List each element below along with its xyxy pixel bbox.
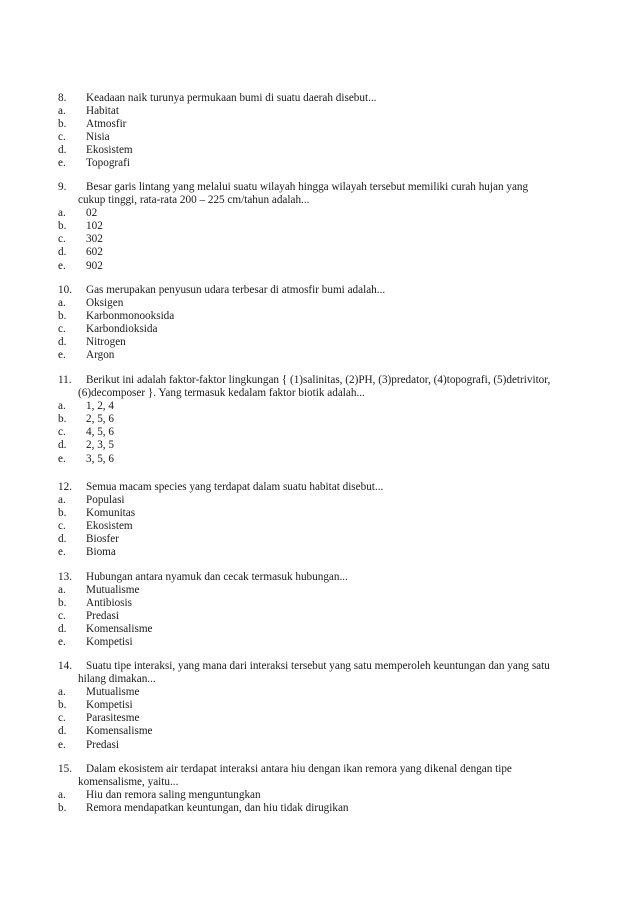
- option-letter: b.: [58, 310, 67, 323]
- option-letter: a.: [58, 494, 66, 507]
- question-stem: [58, 660, 578, 673]
- option-text: Predasi: [86, 610, 119, 623]
- option-text: Hiu dan remora saling menguntungkan: [86, 789, 261, 802]
- option-text: 2, 3, 5: [86, 439, 114, 452]
- question-stem: [58, 374, 578, 387]
- question-text: Semua macam species yang terdapat dalam suatu habitat disebut...: [86, 481, 384, 493]
- option-letter: b.: [58, 802, 67, 815]
- option-text: Oksigen: [86, 297, 124, 310]
- option-text: Antibiosis: [86, 597, 133, 610]
- option-text: Komensalisme: [86, 623, 153, 636]
- question-number: 10.: [58, 284, 72, 296]
- option-letter: a.: [58, 105, 66, 118]
- option-letter: c.: [58, 520, 66, 533]
- option-letter: e.: [58, 636, 66, 649]
- answer-option: [58, 597, 578, 610]
- answer-option: [58, 636, 578, 649]
- question-15: [58, 763, 578, 815]
- question-text-continued: (6)decomposer }. Yang termasuk kedalam faktor biotik adalah...: [78, 387, 365, 400]
- question-number: 14.: [58, 660, 72, 672]
- question-number: 9.: [58, 181, 67, 193]
- option-text: Topografi: [86, 157, 130, 170]
- question-text: Suatu tipe interaksi, yang mana dari interaksi tersebut yang satu memperoleh keuntungan dan yang satu: [86, 660, 550, 672]
- answer-option: [58, 802, 578, 815]
- question-stem: [58, 763, 578, 776]
- answer-option: [58, 507, 578, 520]
- question-text-continued: cukup tinggi, rata-rata 200 – 225 cm/tahun adalah...: [78, 194, 310, 207]
- option-text: Komunitas: [86, 507, 136, 520]
- answer-option: [58, 533, 578, 546]
- question-number: 12.: [58, 481, 72, 493]
- option-text: 902: [86, 259, 103, 272]
- option-letter: a.: [58, 207, 66, 220]
- question-stem: [58, 284, 578, 297]
- answer-option: [58, 623, 578, 636]
- option-letter: b.: [58, 220, 67, 233]
- option-text: Ekosistem: [86, 144, 133, 157]
- answer-option: [58, 323, 578, 336]
- question-stem: [58, 92, 578, 105]
- option-text: Atmosfir: [86, 118, 127, 131]
- question-text: Gas merupakan penyusun udara terbesar di atmosfir bumi adalah...: [86, 284, 386, 296]
- option-letter: d.: [58, 623, 67, 636]
- option-letter: d.: [58, 533, 67, 546]
- answer-option: [58, 118, 578, 131]
- option-text: 2, 5, 6: [86, 413, 114, 426]
- answer-option: [58, 453, 578, 466]
- question-text: Keadaan naik turunya permukaan bumi di suatu daerah disebut...: [86, 92, 377, 104]
- answer-option: [58, 725, 578, 738]
- option-letter: b.: [58, 507, 67, 520]
- option-letter: d.: [58, 725, 67, 738]
- option-text: Nitrogen: [86, 336, 126, 349]
- option-text: Predasi: [86, 738, 119, 751]
- option-letter: c.: [58, 712, 66, 725]
- option-letter: e.: [58, 546, 66, 559]
- question-12: [58, 481, 578, 560]
- answer-option: [58, 246, 578, 259]
- answer-option: [58, 789, 578, 802]
- question-number: 13.: [58, 571, 72, 583]
- answer-option: [58, 144, 578, 157]
- option-text: Remora mendapatkan keuntungan, dan hiu tidak dirugikan: [86, 802, 349, 815]
- option-letter: a.: [58, 584, 66, 597]
- question-8: [58, 92, 578, 171]
- answer-option: [58, 610, 578, 623]
- answer-option: [58, 131, 578, 144]
- answer-option: [58, 260, 578, 273]
- question-text-continued: komensalisme, yaitu...: [78, 776, 179, 789]
- option-letter: d.: [58, 439, 67, 452]
- answer-option: [58, 426, 578, 439]
- option-text: 3, 5, 6: [86, 452, 114, 465]
- option-text: Populasi: [86, 494, 125, 507]
- option-letter: b.: [58, 597, 67, 610]
- option-letter: c.: [58, 426, 66, 439]
- answer-option: [58, 233, 578, 246]
- answer-option: [58, 699, 578, 712]
- answer-option: [58, 207, 578, 220]
- option-text: 4, 5, 6: [86, 426, 114, 439]
- option-text: Nisia: [86, 131, 110, 144]
- question-text: Dalam ekosistem air terdapat interaksi antara hiu dengan ikan remora yang dikenal dengan tipe: [86, 763, 512, 775]
- option-text: 02: [86, 207, 98, 220]
- question-14: [58, 660, 578, 752]
- option-letter: a.: [58, 297, 66, 310]
- option-letter: b.: [58, 118, 67, 131]
- answer-option: [58, 157, 578, 170]
- answer-option: [58, 686, 578, 699]
- option-letter: e.: [58, 452, 66, 465]
- question-text-continued: hilang dimakan...: [78, 673, 156, 686]
- option-text: 102: [86, 220, 103, 233]
- question-number: 15.: [58, 763, 72, 775]
- option-text: Mutualisme: [86, 686, 140, 699]
- answer-option: [58, 546, 578, 559]
- option-text: Komensalisme: [86, 725, 153, 738]
- question-number: 11.: [58, 374, 72, 386]
- option-letter: d.: [58, 336, 67, 349]
- question-stem: [58, 481, 578, 494]
- question-13: [58, 571, 578, 650]
- answer-option: [58, 336, 578, 349]
- option-letter: a.: [58, 400, 66, 413]
- option-text: Kompetisi: [86, 636, 133, 649]
- option-text: Biosfer: [86, 533, 119, 546]
- answer-option: [58, 310, 578, 323]
- option-letter: a.: [58, 789, 66, 802]
- option-text: Bioma: [86, 546, 116, 559]
- option-text: 1, 2, 4: [86, 400, 114, 413]
- question-text: Hubungan antara nyamuk dan cecak termasuk hubungan...: [86, 571, 348, 583]
- option-letter: c.: [58, 233, 66, 246]
- option-letter: c.: [58, 323, 66, 336]
- question-10: [58, 284, 578, 363]
- answer-option: [58, 439, 578, 452]
- option-text: Mutualisme: [86, 584, 140, 597]
- answer-option: [58, 584, 578, 597]
- option-text: Ekosistem: [86, 520, 133, 533]
- option-letter: d.: [58, 246, 67, 259]
- option-letter: e.: [58, 349, 66, 362]
- option-text: Kompetisi: [86, 699, 133, 712]
- answer-option: [58, 105, 578, 118]
- option-letter: e.: [58, 157, 66, 170]
- answer-option: [58, 297, 578, 310]
- question-9: [58, 181, 578, 273]
- option-text: 302: [86, 233, 103, 246]
- answer-option: [58, 712, 578, 725]
- question-stem: [58, 181, 578, 194]
- option-text: Habitat: [86, 105, 119, 118]
- option-letter: e.: [58, 738, 66, 751]
- answer-option: [58, 520, 578, 533]
- question-11: [58, 374, 578, 466]
- answer-option: [58, 349, 578, 362]
- option-letter: b.: [58, 699, 67, 712]
- answer-option: [58, 413, 578, 426]
- answer-option: [58, 400, 578, 413]
- option-text: 602: [86, 246, 103, 259]
- answer-option: [58, 739, 578, 752]
- option-letter: d.: [58, 144, 67, 157]
- question-text: Besar garis lintang yang melalui suatu wilayah hingga wilayah tersebut memiliki curah hujan yang: [86, 181, 529, 193]
- question-stem: [58, 571, 578, 584]
- option-letter: c.: [58, 610, 66, 623]
- option-text: Karbonmonooksida: [86, 310, 175, 323]
- question-number: 8.: [58, 92, 67, 104]
- answer-option: [58, 220, 578, 233]
- option-letter: a.: [58, 686, 66, 699]
- option-text: Parasitesme: [86, 712, 140, 725]
- question-text: Berikut ini adalah faktor-faktor lingkungan { (1)salinitas, (2)PH, (3)predator, (4)topografi, (5)detrivitor,: [86, 374, 551, 386]
- option-letter: e.: [58, 259, 66, 272]
- option-letter: c.: [58, 131, 66, 144]
- answer-option: [58, 494, 578, 507]
- option-text: Argon: [86, 349, 115, 362]
- option-letter: b.: [58, 413, 67, 426]
- option-text: Karbondioksida: [86, 323, 158, 336]
